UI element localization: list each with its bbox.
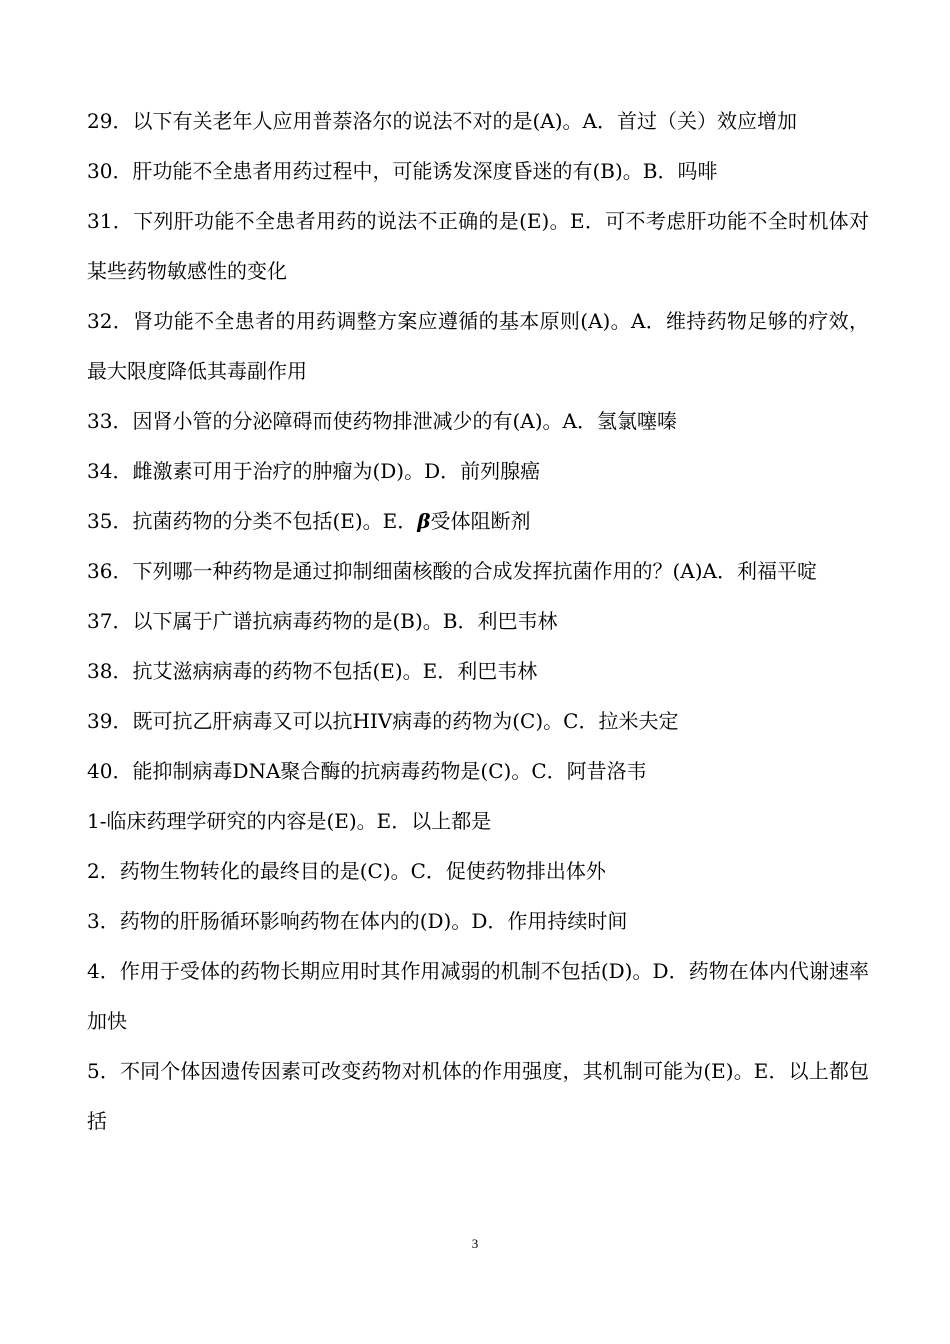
question-32: 32．肾功能不全患者的用药调整方案应遵循的基本原则(A)。A．维持药物足够的疗效，最大限度降低其毒副作用 (87, 309, 869, 383)
question-1: 1-临床药理学研究的内容是(E)。E．以上都是 (87, 809, 492, 833)
question-35-prefix: 35．抗菌药物的分类不包括(E)。E． (87, 509, 418, 533)
question-37: 37．以下属于广谱抗病毒药物的是(B)。B．利巴韦林 (87, 609, 558, 633)
question-39: 39．既可抗乙肝病毒又可以抗HIV病毒的药物为(C)。C．拉米夫定 (87, 709, 679, 733)
question-33: 33．因肾小管的分泌障碍而使药物排泄减少的有(A)。A．氢氯噻嗪 (87, 409, 677, 433)
question-2: 2．药物生物转化的最终目的是(C)。C．促使药物排出体外 (87, 859, 606, 883)
page-number: 3 (471, 1236, 479, 1251)
question-5: 5．不同个体因遗传因素可改变药物对机体的作用强度，其机制可能为(E)。E．以上都包括 (87, 1059, 869, 1133)
question-31: 31．下列肝功能不全患者用药的说法不正确的是(E)。E．可不考虑肝功能不全时机体对某些药物敏感性的变化 (87, 209, 869, 283)
question-36: 36．下列哪一种药物是通过抑制细菌核酸的合成发挥抗菌作用的？(A)A．利福平啶 (87, 559, 817, 583)
question-29: 29．以下有关老年人应用普萘洛尔的说法不对的是(A)。A．首过（关）效应增加 (87, 109, 797, 133)
question-40: 40．能抑制病毒DNA聚合酶的抗病毒药物是(C)。C．阿昔洛韦 (87, 759, 647, 783)
document-body (87, 96, 869, 1146)
question-3: 3．药物的肝肠循环影响药物在体内的(D)。D．作用持续时间 (87, 909, 628, 933)
question-30: 30．肝功能不全患者用药过程中，可能诱发深度昏迷的有(B)。B．吗啡 (87, 159, 718, 183)
beta-symbol: β (417, 509, 431, 533)
question-4: 4．作用于受体的药物长期应用时其作用减弱的机制不包括(D)。D．药物在体内代谢速率加快 (87, 959, 869, 1033)
question-35-suffix: 受体阻断剂 (430, 509, 531, 533)
question-38: 38．抗艾滋病病毒的药物不包括(E)。E．利巴韦林 (87, 659, 538, 683)
question-35 (87, 496, 869, 546)
question-34: 34．雌激素可用于治疗的肿瘤为(D)。D．前列腺癌 (87, 459, 541, 483)
